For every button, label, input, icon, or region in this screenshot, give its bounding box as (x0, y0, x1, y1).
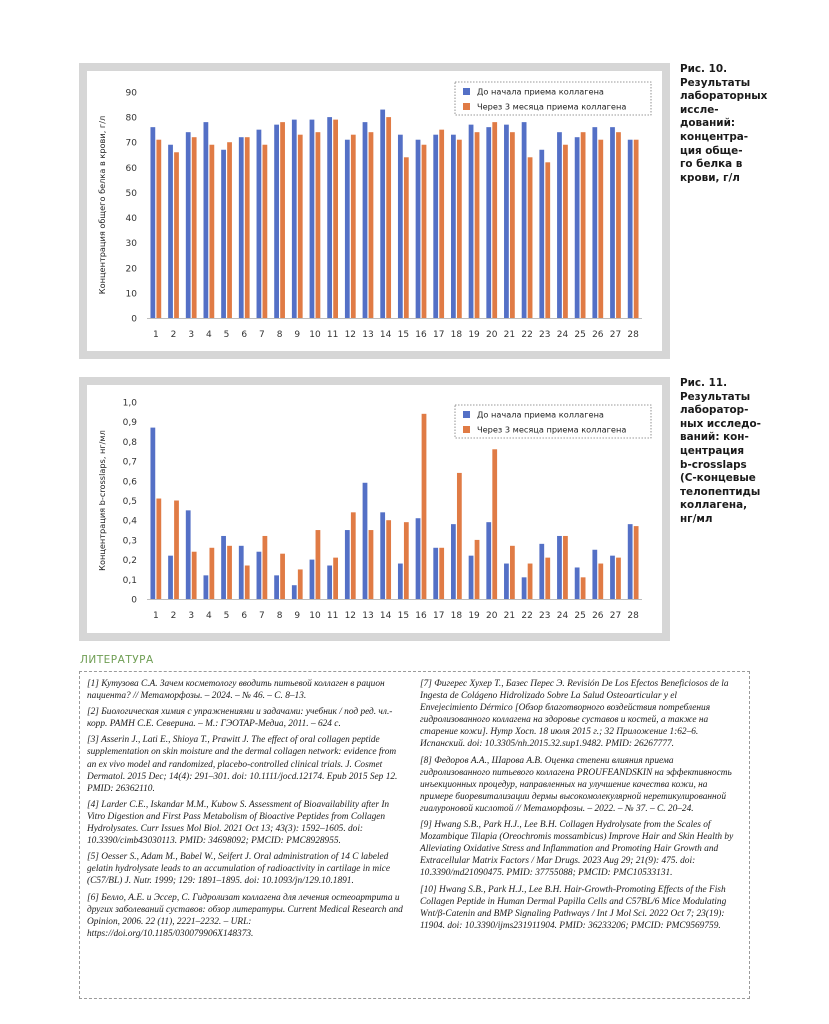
y-tick-label: 0,7 (122, 457, 137, 468)
y-tick-label: 90 (125, 88, 137, 99)
bar-after (510, 546, 515, 599)
bar-before (610, 556, 615, 599)
bar-before (204, 122, 209, 318)
bar-after (492, 122, 497, 318)
bar-after (457, 140, 462, 318)
y-tick-label: 1,0 (122, 398, 137, 409)
bar-after (351, 135, 356, 318)
y-tick-label: 0,3 (122, 536, 137, 547)
x-tick-label: 26 (592, 611, 604, 621)
legend-swatch-before (463, 88, 470, 95)
bar-before (610, 127, 615, 318)
x-tick-label: 19 (468, 330, 480, 340)
y-tick-label: 0,2 (122, 556, 137, 567)
bar-before (310, 120, 315, 318)
y-tick-label: 0 (131, 314, 137, 325)
y-tick-label: 0,4 (122, 516, 137, 527)
bar-after (333, 120, 338, 318)
bar-after (563, 145, 568, 318)
x-tick-label: 13 (362, 611, 374, 621)
literature-title: ЛИТЕРАТУРА (80, 654, 154, 666)
bar-before (433, 135, 438, 318)
bar-before (274, 575, 279, 599)
x-tick-label: 9 (294, 611, 301, 621)
bar-before (363, 483, 368, 599)
bar-before (575, 137, 580, 318)
x-tick-label: 1 (152, 330, 159, 340)
bar-after (174, 152, 179, 318)
protein-bar-chart (87, 71, 662, 351)
x-tick-label: 20 (486, 330, 498, 340)
bar-after (174, 501, 179, 600)
figure-11-frame (79, 377, 670, 641)
bar-before (451, 524, 456, 599)
bar-after (422, 145, 427, 318)
references-left-column (87, 678, 403, 944)
bar-after (209, 145, 214, 318)
bar-after (227, 546, 232, 599)
x-tick-label: 14 (379, 330, 392, 340)
x-tick-label: 3 (188, 330, 195, 340)
y-tick-label: 0,9 (122, 418, 137, 429)
reference-item: [1] Кутузова С.А. Зачем косметологу вводить питьевой коллаген в рацион пациента? // Метаморфозы. – 2024. – № 46. – С. 8–13. (87, 679, 385, 702)
bar-before (504, 564, 509, 599)
bar-after (369, 132, 374, 318)
bar-before (469, 556, 474, 599)
x-tick-label: 11 (326, 611, 339, 621)
y-tick-label: 10 (125, 289, 137, 300)
bar-after (404, 522, 409, 599)
bar-before (628, 140, 633, 318)
bar-before (257, 130, 262, 318)
x-tick-label: 24 (556, 330, 569, 340)
bar-after (316, 132, 321, 318)
x-tick-label: 25 (574, 611, 586, 621)
x-tick-label: 13 (362, 330, 374, 340)
x-tick-label: 6 (241, 330, 248, 340)
bar-after (280, 554, 285, 599)
x-tick-label: 17 (432, 611, 445, 621)
bar-before (557, 132, 562, 318)
bar-after (386, 117, 391, 318)
legend-label: До начала приема коллагена (477, 409, 604, 420)
bar-before (327, 117, 332, 318)
bar-after (156, 140, 161, 318)
reference-item: [8] Федоров А.А., Шарова А.В. Оценка степени влияния приема гидролизованного питьевого коллагена PROUFEANDSKIN на эффективность инъекционных процедур, направленных на улучшение качества кожи, на примере биоревитализации дермы высокомолекулярной неретикулированной гиалуроновой кислотой // Метаморфозы. – 2022. – № 37. – С. 20–24. (420, 755, 732, 814)
reference-item: [5] Oesser S., Adam M., Babel W., Seifert J. Oral administration of 14 C labeled gelatin hydrolysate leads to an accumulation of radioactivity in cartilage in mice (C57/BL) J. Nutr. 1999; 129: 1891–1895. doi: 10.1093/jn/129.10.1891. (87, 852, 391, 887)
x-tick-label: 23 (539, 330, 551, 340)
x-tick-label: 25 (574, 330, 586, 340)
y-tick-label: 80 (125, 113, 137, 124)
x-tick-label: 22 (521, 330, 533, 340)
y-tick-label: 20 (125, 264, 137, 275)
bar-after (528, 564, 533, 599)
y-axis-label: Концентрация b-crosslaps, нг/мл (97, 430, 107, 571)
y-tick-label: 50 (125, 188, 137, 199)
bar-after (369, 530, 374, 599)
y-tick-label: 60 (125, 163, 137, 174)
x-tick-label: 3 (188, 611, 195, 621)
x-tick-label: 17 (432, 330, 445, 340)
crosslaps-bar-chart (87, 385, 662, 633)
y-tick-label: 30 (125, 239, 137, 250)
bar-after (616, 558, 621, 599)
bar-before (168, 556, 173, 599)
x-tick-label: 4 (206, 611, 212, 621)
bar-after (245, 137, 250, 318)
bar-before (186, 132, 191, 318)
references-box (79, 671, 750, 999)
bar-after (316, 530, 321, 599)
bar-before (221, 150, 226, 318)
bar-before (592, 127, 597, 318)
bar-before (451, 135, 456, 318)
bar-after (263, 145, 268, 318)
bar-before (469, 125, 474, 318)
bar-after (634, 140, 639, 318)
bar-after (298, 135, 303, 318)
x-tick-label: 27 (609, 611, 622, 621)
legend-swatch-before (463, 411, 470, 418)
bar-after (616, 132, 621, 318)
bar-before (486, 127, 491, 318)
x-tick-label: 7 (259, 611, 265, 621)
bar-after (581, 132, 586, 318)
x-tick-label: 8 (276, 330, 283, 340)
reference-item: [7] Фигерес Хухер Т., Базес Перес Э. Revisión De Los Efectos Beneficiosos de la Ingesta de Colágeno Hidrolizado Sobre La Salud Osteoarticular y el Envejecimiento Dérmico [Обзор благотворного воздействия потребления гидролизованного коллагена на здоровье суставов и костей, а также на старение кожи]. Нутр Хосп. 18 июля 2015 г.; 32 Приложение 1:62–6. Испанский. doi: 10.3305/nh.2015.32.sup1.9482. PMID: 26267777. (420, 679, 729, 750)
bar-after (598, 564, 603, 599)
bar-after (227, 142, 232, 318)
bar-before (522, 577, 527, 599)
x-tick-label: 2 (170, 611, 177, 621)
bar-after (581, 577, 586, 599)
x-tick-label: 18 (450, 330, 463, 340)
bar-after (404, 157, 409, 318)
bar-after (439, 548, 444, 599)
bar-before (592, 550, 597, 599)
bar-before (345, 140, 350, 318)
x-tick-label: 23 (539, 611, 551, 621)
legend-label: Через 3 месяца приема коллагена (477, 424, 627, 435)
x-tick-label: 5 (223, 330, 230, 340)
reference-item: [10] Hwang S.B., Park H.J., Lee B.H. Hair-Growth-Promoting Effects of the Fish Collagen Peptide in Human Dermal Papilla Cells and C57BL/6 Mice Modulating Wnt/β-Catenin and BMP Signaling Pathways / Int J Mol Sci. 2022 Oct 7; 23(19): 11904. doi: 10.3390/ijms231911904. PMID: 36233206; PMCID: PMC9569759. (420, 884, 727, 931)
bar-after (386, 520, 391, 599)
y-axis-label: Концентрация общего белка в крови, г/л (97, 115, 107, 295)
x-tick-label: 18 (450, 611, 463, 621)
bar-after (475, 132, 480, 318)
y-tick-label: 0,1 (122, 575, 137, 586)
references-right-column (420, 678, 736, 936)
x-tick-label: 4 (206, 330, 212, 340)
bar-before (380, 110, 385, 318)
x-tick-label: 10 (309, 611, 321, 621)
bar-before (150, 428, 155, 599)
bar-before (522, 122, 527, 318)
bar-before (310, 560, 315, 599)
bar-after (156, 499, 161, 599)
bar-before (398, 135, 403, 318)
bar-before (628, 524, 633, 599)
bar-after (528, 157, 533, 318)
x-tick-label: 21 (503, 611, 516, 621)
x-tick-label: 28 (627, 611, 639, 621)
x-tick-label: 2 (170, 330, 177, 340)
bar-after (351, 512, 356, 599)
bar-after (563, 536, 568, 599)
x-tick-label: 6 (241, 611, 248, 621)
bar-before (150, 127, 155, 318)
bar-after (192, 552, 197, 599)
bar-before (539, 544, 544, 599)
bar-after (245, 566, 250, 599)
bar-after (545, 558, 550, 599)
bar-before (416, 140, 421, 318)
bar-before (186, 510, 191, 599)
x-tick-label: 5 (223, 611, 230, 621)
reference-item: [3] Asserin J., Lati E., Shioya T., Prawitt J. The effect of oral collagen peptide supplementation on skin moisture and the dermal collagen network: evidence from an ex vivo model and randomized, placebo-controlled clinical trials. J. Cosmet Dermatol. 2015 Dec; 14(4): 291–301. doi: 10.1111/jocd.12174. Epub 2015 Sep 12. PMID: 26362110. (87, 735, 398, 794)
bar-after (263, 536, 268, 599)
bar-after (475, 540, 480, 599)
bar-before (398, 564, 403, 599)
x-tick-label: 15 (397, 611, 410, 621)
legend-label: Через 3 месяца приема коллагена (477, 101, 627, 112)
bar-before (575, 567, 580, 599)
bar-after (333, 558, 338, 599)
x-tick-label: 10 (309, 330, 321, 340)
x-tick-label: 16 (415, 330, 427, 340)
x-tick-label: 11 (326, 330, 339, 340)
y-tick-label: 0,8 (122, 437, 137, 448)
bar-after (598, 140, 603, 318)
bar-before (239, 137, 244, 318)
bar-before (327, 566, 332, 599)
bar-after (545, 162, 550, 318)
figure-11-caption: Рис. 11. Результаты лаборатор- ных исследо- ваний: кон- центрация b-crosslaps (С-концевые телопептиды коллагена, нг/мл (680, 377, 761, 525)
legend-swatch-after (463, 103, 470, 110)
bar-before (221, 536, 226, 599)
bar-after (492, 449, 497, 599)
bar-before (557, 536, 562, 599)
bar-after (192, 137, 197, 318)
y-tick-label: 0,5 (122, 497, 137, 507)
bar-before (380, 512, 385, 599)
reference-item: [6] Белло, А.Е. и Эссер, С. Гидролизат коллагена для лечения остеоартрита и других заболеваний суставов: обзор литературы. Current Medical Research and Opinion, 2006. 22 (11), 2221–2232. – URL: https://doi.org/10.1185/030079906X148373. (87, 892, 403, 939)
x-tick-label: 21 (503, 330, 516, 340)
bar-before (539, 150, 544, 318)
x-tick-label: 8 (276, 611, 283, 621)
bar-after (510, 132, 515, 318)
bar-before (274, 125, 279, 318)
x-tick-label: 26 (592, 330, 604, 340)
x-tick-label: 7 (259, 330, 265, 340)
reference-item: [2] Биологическая химия с упражнениями и задачами: учебник / под ред. чл.-корр. РАМН С.Е. Северина. – М.: ГЭОТАР-Медиа, 2011. – 624 с. (87, 707, 393, 730)
x-tick-label: 12 (344, 330, 357, 340)
reference-item: [4] Larder C.E., Iskandar M.M., Kubow S. Assessment of Bioavailability after In Vitro Digestion and First Pass Metabolism of Bioactive Peptides from Collagen Hydrolysates. Curr Issues Mol Biol. 2021 Oct 13; 43(3): 1592–1605. doi: 10.3390/cimb43030113. PMID: 34698092; PMCID: PMC8928955. (87, 799, 390, 847)
x-tick-label: 15 (397, 330, 410, 340)
x-tick-label: 16 (415, 611, 427, 621)
y-tick-label: 40 (125, 214, 137, 225)
bar-after (422, 414, 427, 599)
bar-before (416, 518, 421, 599)
legend-label: До начала приема коллагена (477, 86, 604, 97)
x-tick-label: 24 (556, 611, 569, 621)
y-tick-label: 0,6 (122, 477, 137, 488)
bar-before (204, 575, 209, 599)
bar-before (345, 530, 350, 599)
legend-swatch-after (463, 426, 470, 433)
x-tick-label: 9 (294, 330, 301, 340)
figure-10-frame (79, 63, 670, 359)
y-tick-label: 70 (125, 138, 137, 149)
x-tick-label: 22 (521, 611, 533, 621)
x-tick-label: 14 (379, 611, 392, 621)
x-tick-label: 20 (486, 611, 498, 621)
bar-after (298, 569, 303, 599)
bar-before (292, 120, 297, 318)
bar-before (363, 122, 368, 318)
bar-before (486, 522, 491, 599)
x-tick-label: 1 (152, 611, 159, 621)
bar-before (168, 145, 173, 318)
bar-before (292, 585, 297, 599)
x-tick-label: 19 (468, 611, 480, 621)
bar-after (439, 130, 444, 318)
x-tick-label: 28 (627, 330, 639, 340)
x-tick-label: 12 (344, 611, 357, 621)
bar-before (433, 548, 438, 599)
figure-10-caption: Рис. 10. Результаты лабораторных иссле- дований: концентра- ция обще- го белка в крови, г/л (680, 63, 768, 184)
bar-after (209, 548, 214, 599)
bar-after (457, 473, 462, 599)
bar-after (634, 526, 639, 599)
reference-item: [9] Hwang S.B., Park H.J., Lee B.H. Collagen Hydrolysate from the Scales of Mozambique Tilapia (Oreochromis mossambicus) Improve Hair and Skin Health by Alleviating Oxidative Stress and Inflammation and Promoting Hair Growth and Extracellular Matrix Factors / Mar Drugs. 2023 Aug 29; 21(9): 475. doi: 10.3390/md21090475. PMID: 37755088; PMCID: PMC10533131. (420, 820, 734, 879)
bar-before (239, 546, 244, 599)
y-tick-label: 0 (131, 595, 137, 606)
bar-after (280, 122, 285, 318)
x-tick-label: 27 (609, 330, 622, 340)
bar-before (504, 125, 509, 318)
bar-before (257, 552, 262, 599)
